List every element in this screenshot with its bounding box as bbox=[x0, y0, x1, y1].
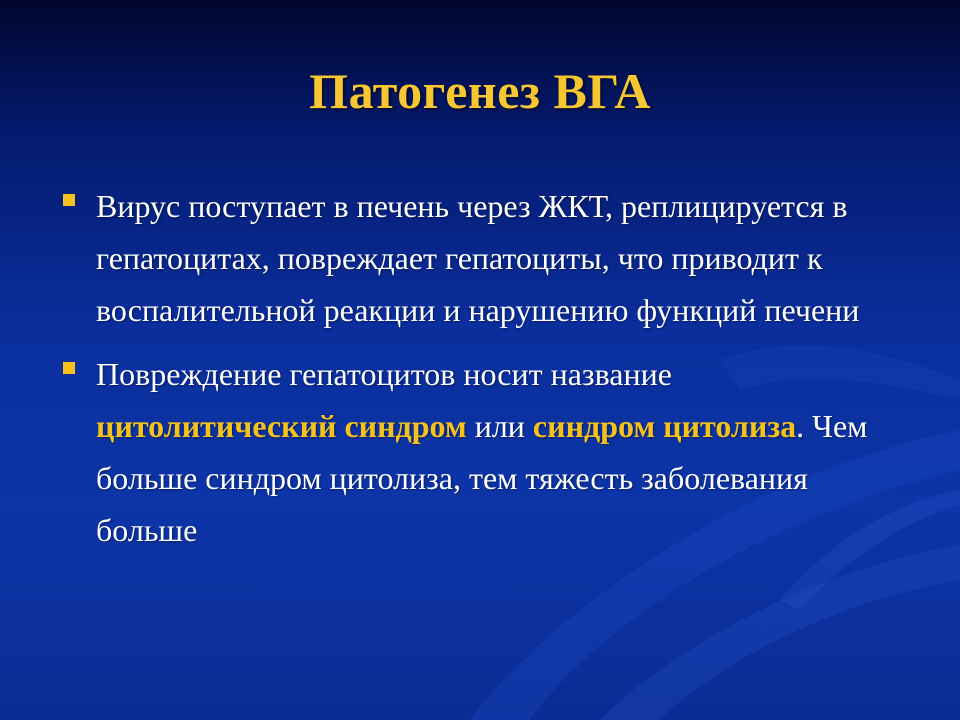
bullet-item-2 bbox=[60, 348, 890, 556]
bullet-item-1 bbox=[60, 180, 890, 336]
bullet-list bbox=[60, 180, 890, 568]
square-bullet-icon bbox=[63, 362, 75, 374]
bullet-text-2-mid: или bbox=[466, 408, 533, 444]
bullet-text-1: Вирус поступает в печень через ЖКТ, реплицируется в гепатоцитах, повреждает гепатоциты, что приводит к воспалительной реакции и нарушению функций печени bbox=[96, 188, 860, 328]
square-bullet-icon bbox=[63, 194, 75, 206]
bullet-text-2-end: . Чем больше синдром цитолиза, тем тяжесть заболевания больше bbox=[96, 408, 868, 548]
bullet-text-2 bbox=[96, 348, 890, 556]
bullet-text-2-start: Повреждение гепатоцитов носит название bbox=[96, 356, 672, 392]
highlight-cytolytic-syndrome: цитолитический синдром bbox=[96, 408, 467, 444]
highlight-cytolysis-syndrome: синдром цитолиза bbox=[532, 408, 797, 444]
slide-title: Патогенез ВГА bbox=[309, 63, 651, 119]
